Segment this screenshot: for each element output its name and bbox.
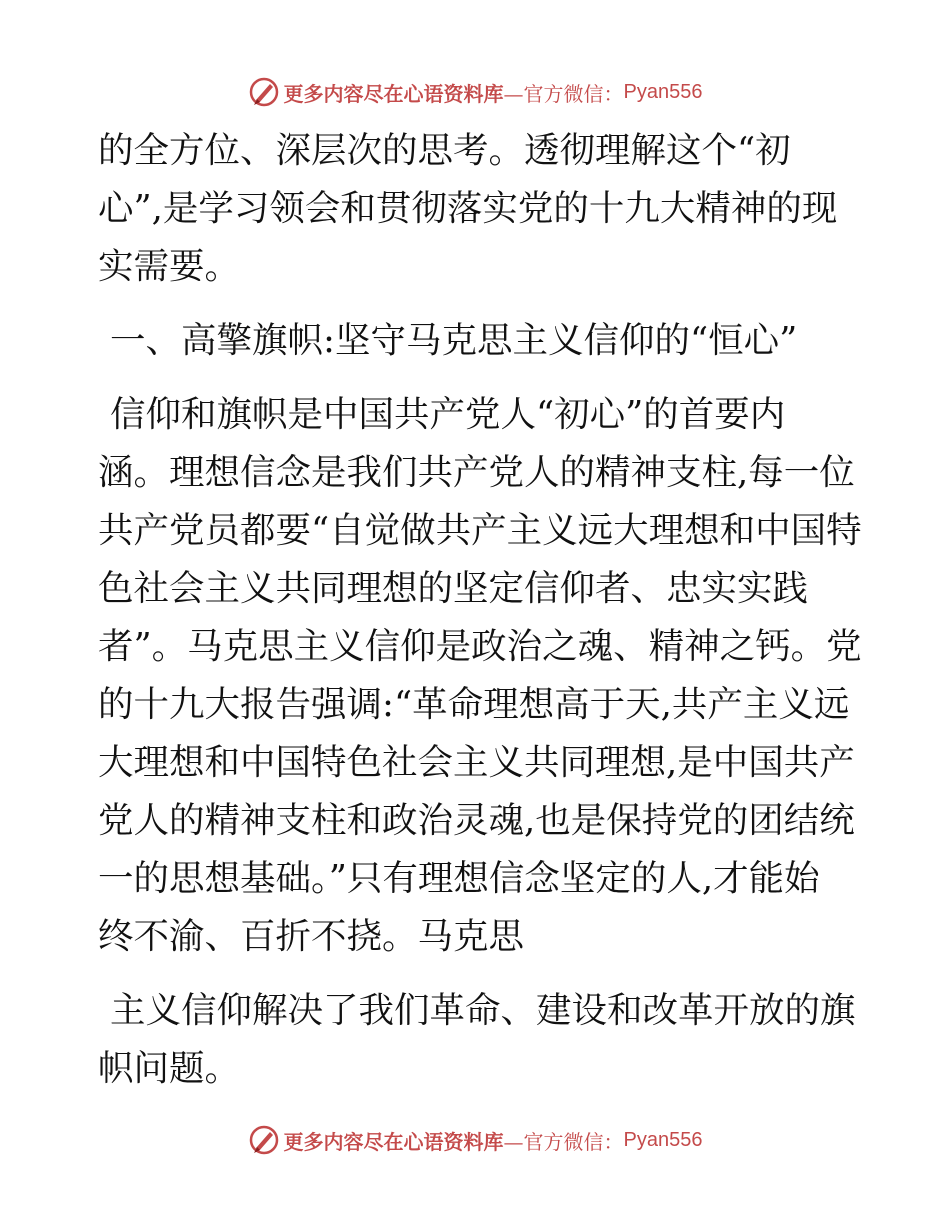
text-line: 色社会主义共同理想的坚定信仰者、忠实实践 [98, 568, 809, 609]
text-line: 实需要。 [98, 246, 241, 287]
watermark-main-text: 更多内容尽在心语资料库 [283, 81, 504, 106]
text-line: 帜问题。 [98, 1048, 241, 1089]
text-line: 党人的精神支柱和政治灵魂,也是保持党的团结统 [98, 800, 855, 841]
text-line: 者”。马克思主义信仰是政治之魂、精神之钙。党 [98, 626, 862, 667]
paragraph-3 [98, 982, 858, 1098]
text-line: 心”,是学习领会和贯彻落实党的十九大精神的现 [98, 188, 838, 229]
text-line: 的全方位、深层次的思考。透彻理解这个“初 [98, 130, 791, 171]
watermark-id-text: Pyan556 [623, 1128, 703, 1151]
document-body [98, 122, 862, 1098]
header-watermark [0, 72, 950, 112]
text-line: 主义信仰解决了我们革命、建设和改革开放的旗 [110, 990, 856, 1031]
pen-logo-icon [248, 76, 280, 108]
text-line: 共产党员都要“自觉做共产主义远大理想和中国特 [98, 510, 862, 551]
watermark-main-text: 更多内容尽在心语资料库 [283, 1129, 504, 1154]
watermark-sub-text: —官方微信： [503, 1129, 624, 1154]
paragraph-2 [98, 386, 862, 966]
text-line: 的十九大报告强调:“革命理想高于天,共产主义远 [98, 684, 850, 725]
section-heading [98, 312, 858, 370]
text-line: 大理想和中国特色社会主义共同理想,是中国共产 [98, 742, 855, 783]
text-line: 涵。理想信念是我们共产党人的精神支柱,每一位 [98, 452, 855, 493]
text-line: 一的思想基础。”只有理想信念坚定的人,才能始 [98, 858, 820, 899]
text-line: 信仰和旗帜是中国共产党人“初心”的首要内 [110, 394, 786, 435]
pen-logo-icon [248, 1124, 280, 1156]
watermark-id-text: Pyan556 [623, 80, 703, 103]
footer-watermark [0, 1120, 950, 1160]
heading-text: 一、高擎旗帜:坚守马克思主义信仰的“恒心” [110, 320, 798, 361]
text-line: 终不渝、百折不挠。马克思 [98, 916, 525, 957]
paragraph-1 [98, 122, 858, 296]
watermark-sub-text: —官方微信： [503, 81, 624, 106]
